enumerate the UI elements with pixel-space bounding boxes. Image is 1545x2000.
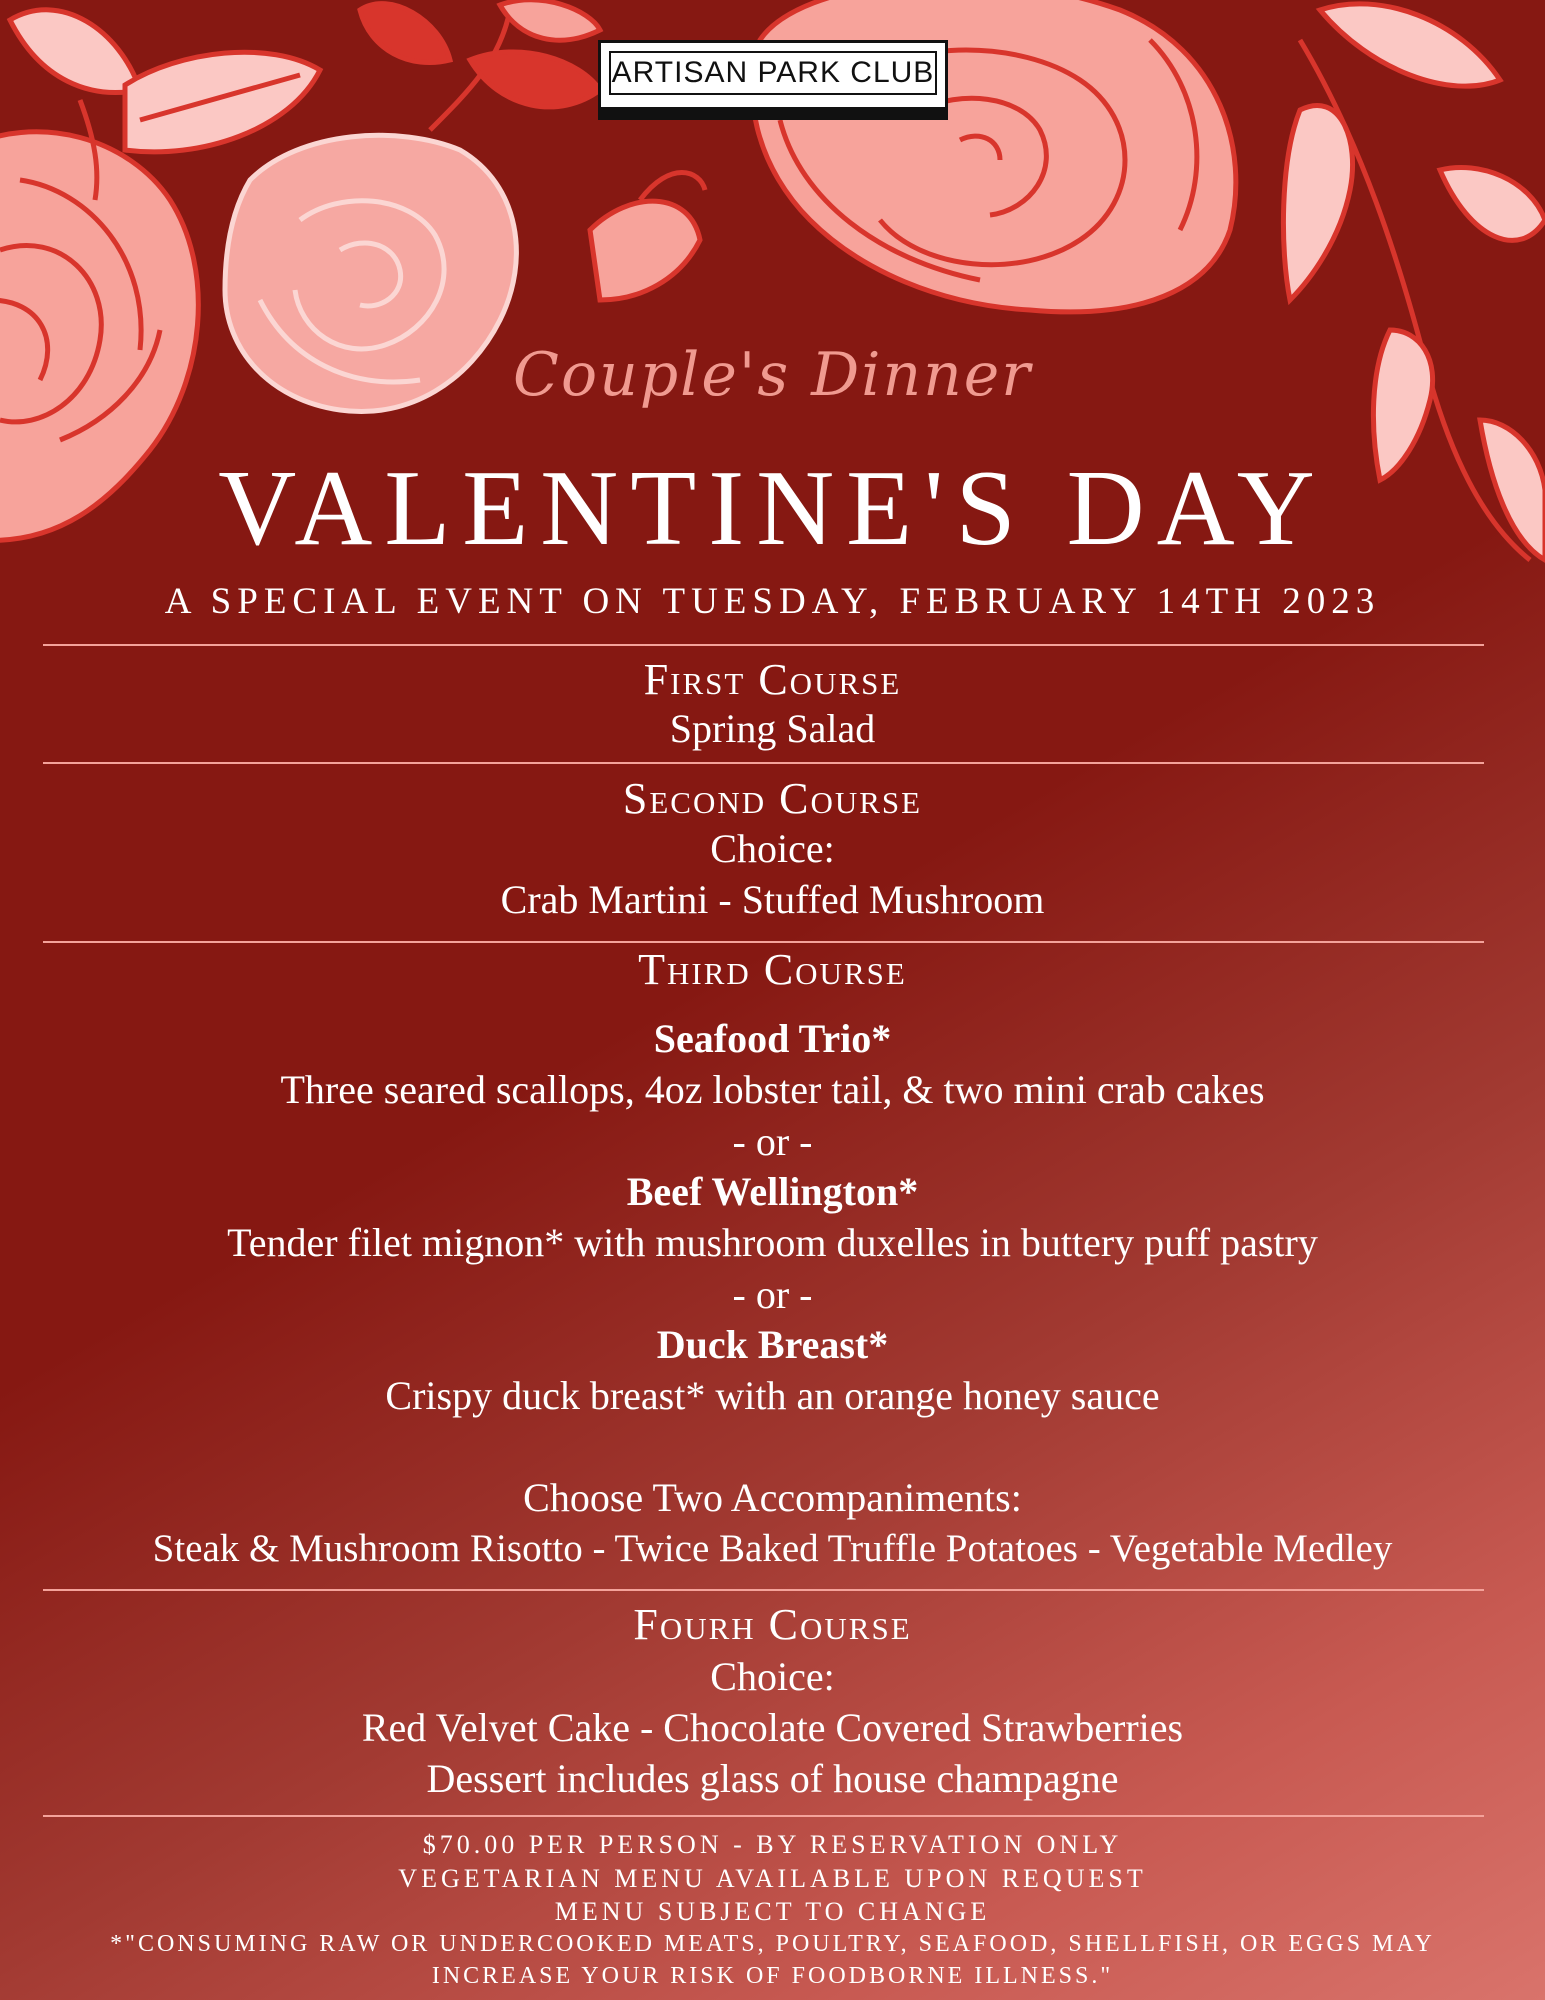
script-title: Couple's Dinner (513, 340, 1032, 410)
first-course-item: Spring Salad (669, 706, 876, 751)
fourth-course-note: Dessert includes glass of house champagne (426, 1756, 1119, 1801)
fourth-course-options: Red Velvet Cake - Chocolate Covered Strawberries (361, 1705, 1184, 1750)
entree-description: Tender filet mignon* with mushroom duxelles in buttery puff pastry (227, 1220, 1318, 1265)
price-line: $70.00 PER PERSON - BY RESERVATION ONLY (422, 1830, 1123, 1859)
entree-description: Three seared scallops, 4oz lobster tail, & two mini crab cakes (280, 1067, 1265, 1112)
divider (43, 762, 1484, 764)
or-separator: - or - (732, 1119, 813, 1164)
first-course-heading: First Course (643, 655, 902, 704)
disclaimer-line-2: INCREASE YOUR RISK OF FOODBORNE ILLNESS." (431, 1963, 1114, 1989)
divider (43, 1815, 1484, 1817)
second-course-heading: Second Course (622, 774, 923, 823)
second-course-choice-label: Choice: (710, 826, 835, 871)
accompaniments-label: Choose Two Accompaniments: (523, 1475, 1022, 1520)
accompaniments-list: Steak & Mushroom Risotto - Twice Baked Truffle Potatoes - Vegetable Medley (152, 1527, 1393, 1570)
club-logo (598, 40, 948, 120)
change-notice: MENU SUBJECT TO CHANGE (554, 1897, 991, 1926)
logo-text: ARTISAN PARK CLUB (609, 51, 937, 95)
entree-description: Crispy duck breast* with an orange honey sauce (385, 1373, 1160, 1418)
divider (43, 644, 1484, 646)
fourth-course-choice-label: Choice: (710, 1654, 835, 1699)
logo-bar (601, 107, 945, 117)
second-course-options: Crab Martini - Stuffed Mushroom (500, 877, 1045, 922)
third-course-heading: Third Course (638, 945, 907, 994)
divider (43, 1589, 1484, 1591)
or-separator: - or - (732, 1272, 813, 1317)
page-title: VALENTINE'S DAY (218, 449, 1327, 568)
disclaimer-line-1: *"CONSUMING RAW OR UNDERCOOKED MEATS, POULTRY, SEAFOOD, SHELLFISH, OR EGGS MAY (110, 1931, 1435, 1957)
fourth-course-heading: Fourh Course (633, 1600, 912, 1649)
divider (43, 941, 1484, 943)
event-subtitle: A SPECIAL EVENT ON TUESDAY, FEBRUARY 14TH 2023 (164, 581, 1381, 622)
entree-name: Duck Breast* (656, 1322, 889, 1367)
entree-name: Seafood Trio* (653, 1016, 892, 1061)
vegetarian-line: VEGETARIAN MENU AVAILABLE UPON REQUEST (398, 1864, 1147, 1893)
entree-name: Beef Wellington* (626, 1169, 919, 1214)
